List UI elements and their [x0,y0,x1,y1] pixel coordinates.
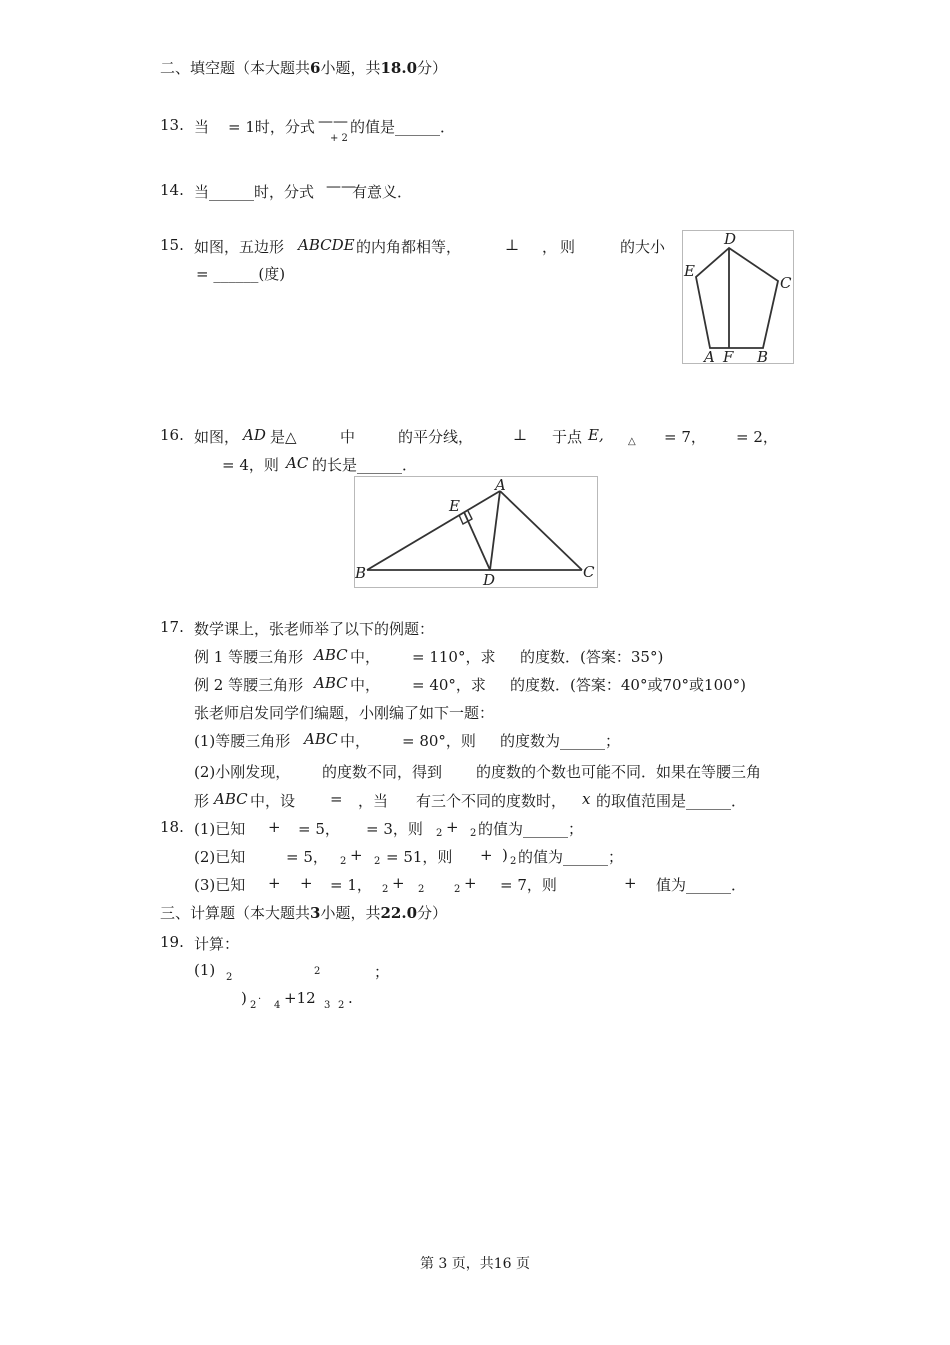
polygon-name: ABCDE [298,236,355,254]
question-text: = ______(度) [196,265,286,283]
question-text: 的度数不同，得到 [322,763,443,781]
question-text: 的度数．(答案：35°) [520,648,664,666]
question-text: . [348,989,353,1007]
page-footer: 第 3 页，共16 页 [419,1256,531,1272]
segment-name: AC [286,454,309,472]
question-text: 的度数．(答案：40°或70°或100°) [510,676,747,694]
question-text: = 1， [330,876,372,894]
section-heading-text: 分） [417,59,448,77]
question-number: 13. [160,116,184,134]
question-number: 14. [160,181,184,199]
perpendicular-symbol: ⊥ [505,236,520,254]
label-A: A [704,348,715,363]
question-text: 计算： [194,935,240,953]
question-text: 中， [350,648,381,666]
point-name: E, [588,426,604,444]
question-text: 的值为______； [518,848,624,866]
question-text: = 7，则 [500,876,557,894]
question-text: 张老师启发同学们编题，小刚编了如下一题： [194,704,495,722]
label-F: F [723,348,734,363]
question-number: 19. [160,933,184,951]
question-text: = 5， [286,848,328,866]
plus-sign: + [268,874,281,892]
paren: ) [241,989,247,1007]
dot-operator: · [258,994,262,1005]
plus-sign: + [464,874,477,892]
label-D: D [483,571,496,587]
question-text: 中 [340,428,356,446]
question-text: = 2， [736,428,778,446]
exponent: 2 [314,966,321,977]
plus-sign: + [624,874,637,892]
question-text: 如图， [194,428,240,446]
section-heading-text: 小题，共 [320,904,381,922]
exponent: 2 [418,884,425,895]
question-text: = 80°，则 [402,732,476,750]
question-text: 例 2 等腰三角形 [194,676,304,694]
question-text: 于点 [552,428,583,446]
exponent: 2 [510,856,517,867]
label-E: E [449,497,460,515]
question-text: 的值是______． [350,118,456,136]
question-text: (2)已知 [194,848,246,866]
exponent: 2 [226,972,233,983]
label-B: B [355,564,367,582]
triangle-name: ABC [214,790,248,808]
question-text: 的长是______． [312,456,418,474]
fraction-denominator: + 2 [330,133,348,144]
section-heading-text: 分） [417,904,448,922]
question-text: = 51，则 [386,848,453,866]
question-text: 的内角都相等， [356,238,462,256]
triangle-subscript: △ [628,436,636,447]
question-text: ，当 [358,792,389,810]
triangle-diagram [355,477,597,587]
plus-sign: + [480,846,493,864]
question-text: 当 [194,118,210,136]
label-D: D [724,231,737,248]
question-number: 17. [160,618,184,636]
question-text: 当______时，分式 [194,183,315,201]
segment-name: AD [243,426,266,444]
label-B: B [757,348,769,363]
question-text: 中， [350,676,381,694]
question-text: 例 1 等腰三角形 [194,648,304,666]
paren: ) [502,846,508,864]
question-text: (1) [194,961,216,979]
question-text: = 40°，求 [412,676,486,694]
exponent: 2 [338,1000,345,1011]
question-text: = 3，则 [366,820,423,838]
exponent: 2 [374,856,381,867]
question-text: (1)等腰三角形 [194,732,291,750]
score-total: 18.0 [380,59,418,77]
section-heading-text: 小题，共 [320,59,381,77]
question-text: 数学课上，张老师举了以下的例题： [194,620,435,638]
question-text: 则 [560,238,576,256]
fraction-bar: —— [326,177,356,195]
exponent: 3 [324,1000,331,1011]
question-text: 的度数为______； [500,732,621,750]
question-text: 有三个不同的度数时， [416,792,567,810]
section-3-heading [160,903,447,923]
exponent: 4 [274,1000,281,1011]
pentagon-diagram [683,231,793,363]
question-number: 18. [160,818,184,836]
question-text: 的平分线， [398,428,474,446]
question-text: (3)已知 [194,876,246,894]
question-number: 15. [160,236,184,254]
exponent: 2 [250,1000,257,1011]
section-heading-text: 二、填空题（本大题共 [160,59,311,77]
question-number: 16. [160,426,184,444]
question-text: = 7， [664,428,706,446]
question-text: = [330,790,343,808]
question-text: = 110°，求 [412,648,496,666]
section-2-heading [160,58,447,78]
pentagon-figure [682,230,794,364]
exponent: 2 [454,884,461,895]
label-E: E [684,262,695,280]
section-heading-text: 三、计算题（本大题共 [160,904,311,922]
score-total: 22.0 [380,904,418,922]
question-text: 的度数的个数也可能不同．如果在等腰三角 [476,763,762,781]
question-text: 形 [194,792,210,810]
triangle-name: ABC [314,674,348,692]
question-text: 的取值范围是______． [596,792,747,810]
plus-sign: + [392,874,405,892]
plus-sign: + [350,846,363,864]
question-text: 中，设 [250,792,296,810]
triangle-figure [354,476,598,588]
label-A: A [495,477,506,494]
question-text: 如图，五边形 [194,238,285,256]
question-text: 是△ [270,428,297,446]
question-text: +12 [284,989,316,1007]
question-text: (1)已知 [194,820,246,838]
question-text: = 4，则 [222,456,279,474]
question-text: = 1时，分式 [228,118,315,136]
question-count: 3 [310,904,321,922]
exponent: 2 [340,856,347,867]
question-count: 6 [310,59,321,77]
triangle-name: ABC [304,730,338,748]
question-text: 的值为______； [478,820,584,838]
plus-sign: + [300,874,313,892]
plus-sign: + [446,818,459,836]
label-C: C [780,274,792,292]
question-text: 值为______． [656,876,747,894]
label-C: C [583,563,595,581]
question-text: 有意义． [352,183,413,201]
exponent: 2 [436,828,443,839]
question-text: (2)小刚发现， [194,763,291,781]
question-text: ， [542,238,558,256]
perpendicular-symbol: ⊥ [513,426,528,444]
question-text: 中， [340,732,371,750]
exponent: 2 [382,884,389,895]
variable-x: x [582,790,591,808]
triangle-name: ABC [314,646,348,664]
exponent: 2 [470,828,477,839]
fraction-bar: —— [318,112,348,130]
question-text: ； [374,963,390,981]
question-text: 的大小 [620,238,666,256]
question-text: = 5， [298,820,340,838]
plus-sign: + [268,818,281,836]
